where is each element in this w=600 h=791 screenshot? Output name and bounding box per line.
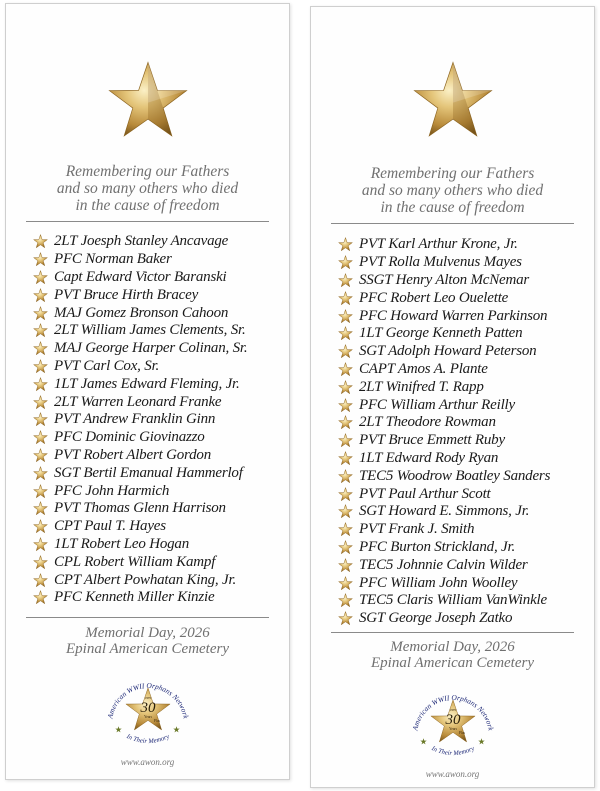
emblem-top-word: over [449, 708, 456, 712]
name-list-item [338, 236, 588, 254]
gold-star-bullet-icon [33, 323, 48, 338]
gold-star-bullet-icon [338, 504, 353, 519]
soldier-name: PVT Andrew Franklin Ginn [54, 411, 216, 428]
emblem-bottom-word: Years [448, 727, 457, 731]
gold-star-bullet-icon [338, 380, 353, 395]
gold-star-bullet-icon [33, 590, 48, 605]
soldier-name: MAJ George Harper Colinan, Sr. [54, 340, 248, 357]
emblem-top-word: over [144, 696, 151, 700]
soldier-name: 1LT Edward Rody Ryan [359, 449, 499, 466]
name-list-item [338, 289, 588, 307]
footer-cemetery: Epinal American Cemetery [370, 655, 534, 671]
gold-star-bullet-icon [33, 484, 48, 499]
soldier-name: PFC John Harmich [54, 482, 170, 499]
name-list-item [338, 432, 588, 450]
name-list-item [338, 396, 588, 414]
emblem-corner-word: Plus [153, 719, 160, 723]
memorial-card-left [5, 3, 290, 780]
footer-cemetery: Epinal American Cemetery [65, 641, 229, 657]
gold-star-bullet-icon [338, 487, 353, 502]
heading-line-3: in the cause of freedom [75, 197, 220, 214]
heading-line-2: and so many others who died [56, 180, 239, 197]
gold-star-bullet-icon [33, 537, 48, 552]
soldier-name: PVT Bruce Hirth Bracey [54, 286, 199, 303]
gold-star-bullet-icon [338, 398, 353, 413]
memorial-footer [6, 625, 289, 657]
soldier-name: SGT George Joseph Zatko [359, 610, 513, 627]
name-list-item [33, 340, 283, 358]
heading-line-1: Remembering our Fathers [370, 165, 535, 182]
awon-emblem-logo [403, 680, 503, 764]
website-url: www.awon.org [425, 769, 480, 779]
footer-date: Memorial Day, 2026 [390, 639, 515, 655]
soldier-name: PVT Karl Arthur Krone, Jr. [359, 236, 518, 253]
name-list-item [338, 521, 588, 539]
name-list-item [338, 503, 588, 521]
gold-star-bullet-icon [33, 501, 48, 516]
remembrance-heading [6, 163, 289, 214]
name-list-item [33, 304, 283, 322]
soldier-name: SSGT Henry Alton McNemar [359, 271, 530, 288]
soldier-name: MAJ Gomez Bronson Cahoon [54, 304, 229, 321]
soldier-name: PVT Thomas Glenn Harrison [54, 500, 226, 517]
gold-star-bullet-icon [338, 362, 353, 377]
gold-star-bullet-icon [33, 412, 48, 427]
gold-star-bullet-icon [33, 430, 48, 445]
name-list-item [33, 286, 283, 304]
bottom-divider [26, 617, 269, 618]
name-list-item [33, 393, 283, 411]
heading-line-2: and so many others who died [361, 182, 544, 199]
name-list-item [33, 482, 283, 500]
gold-star-bullet-icon [33, 466, 48, 481]
name-list-item [338, 378, 588, 396]
soldier-name: SGT Bertil Emanual Hammerlof [54, 464, 243, 481]
gold-star-bullet-icon [33, 341, 48, 356]
gold-star-bullet-icon [338, 344, 353, 359]
names-list [338, 236, 588, 628]
gold-star-bullet-icon [338, 433, 353, 448]
awon-emblem-logo [98, 668, 198, 752]
gold-star-bullet-icon [338, 576, 353, 591]
heading-line-3: in the cause of freedom [380, 199, 525, 216]
website-url: www.awon.org [120, 757, 175, 767]
soldier-name: 2LT William James Clements, Sr. [54, 322, 246, 339]
name-list-item [338, 325, 588, 343]
soldier-name: PFC Howard Warren Parkinson [359, 307, 548, 324]
soldier-name: PFC William John Woolley [359, 574, 518, 591]
soldier-name: PVT Bruce Emmett Ruby [359, 432, 505, 449]
name-list-item [338, 361, 588, 379]
heading-line-1: Remembering our Fathers [65, 163, 230, 180]
gold-star-bullet-icon [338, 611, 353, 626]
name-list-item [33, 518, 283, 536]
gold-star-bullet-icon [338, 451, 353, 466]
gold-star-bullet-icon [338, 255, 353, 270]
name-list-item [338, 485, 588, 503]
gold-star-bullet-icon [338, 540, 353, 555]
soldier-name: 1LT Robert Leo Hogan [54, 535, 190, 552]
soldier-name: CPT Albert Powhatan King, Jr. [54, 571, 237, 588]
name-list-item [33, 429, 283, 447]
gold-star-bullet-icon [33, 519, 48, 534]
gold-star-bullet-icon [33, 306, 48, 321]
gold-star-bullet-icon [33, 270, 48, 285]
emblem-number: 30 [140, 700, 155, 716]
soldier-name: 2LT Warren Leonard Franke [54, 393, 222, 410]
soldier-name: TEC5 Johnnie Calvin Wilder [359, 556, 528, 573]
name-list-item [33, 464, 283, 482]
name-list-item [33, 447, 283, 465]
soldier-name: SGT Howard E. Simmons, Jr. [359, 503, 530, 520]
name-list-item [33, 553, 283, 571]
soldier-name: Capt Edward Victor Baranski [54, 268, 227, 285]
soldier-name: PVT Carl Cox, Sr. [54, 357, 160, 374]
gold-star-icon [106, 59, 190, 143]
soldier-name: PFC Robert Leo Ouelette [359, 289, 509, 306]
name-list-item [33, 322, 283, 340]
gold-star-bullet-icon [33, 359, 48, 374]
name-list-item [33, 536, 283, 554]
emblem-corner-word: Plus [458, 731, 465, 735]
name-list-item [338, 592, 588, 610]
name-list-item [33, 251, 283, 269]
name-list-item [338, 414, 588, 432]
emblem-number: 30 [445, 712, 460, 728]
gold-star-bullet-icon [338, 291, 353, 306]
name-list-item [338, 307, 588, 325]
names-list [33, 233, 283, 607]
soldier-name: PVT Robert Albert Gordon [54, 446, 212, 463]
soldier-name: 2LT Winifred T. Rapp [359, 378, 484, 395]
soldier-name: PVT Frank J. Smith [359, 521, 475, 538]
gold-star-bullet-icon [33, 573, 48, 588]
gold-star-bullet-icon [338, 273, 353, 288]
gold-star-bullet-icon [33, 252, 48, 267]
soldier-name: PVT Paul Arthur Scott [359, 485, 491, 502]
name-list-item [33, 233, 283, 251]
memorial-footer [311, 639, 594, 671]
soldier-name: 2LT Theodore Rowman [359, 414, 496, 431]
gold-star-bullet-icon [33, 234, 48, 249]
soldier-name: PFC Dominic Giovinazzo [54, 429, 205, 446]
gold-star-bullet-icon [33, 395, 48, 410]
name-list-item [338, 272, 588, 290]
name-list-item [338, 343, 588, 361]
gold-star-bullet-icon [338, 415, 353, 430]
soldier-name: PVT Rolla Mulvenus Mayes [359, 254, 522, 271]
gold-star-bullet-icon [33, 448, 48, 463]
name-list-item [33, 571, 283, 589]
name-list-item [33, 358, 283, 376]
name-list-item [338, 467, 588, 485]
soldier-name: CPL Robert William Kampf [54, 553, 216, 570]
soldier-name: PFC Norman Baker [54, 251, 172, 268]
gold-star-bullet-icon [338, 309, 353, 324]
gold-star-bullet-icon [338, 326, 353, 341]
gold-star-bullet-icon [33, 377, 48, 392]
emblem-motto-text: In Their Memory [429, 745, 476, 758]
name-list-item [338, 556, 588, 574]
gold-star-bullet-icon [338, 593, 353, 608]
name-list-item [33, 269, 283, 287]
top-divider [26, 221, 269, 222]
gold-star-bullet-icon [338, 237, 353, 252]
bottom-divider [331, 632, 574, 633]
remembrance-heading [311, 165, 594, 216]
memorial-card-right [310, 6, 595, 788]
emblem-motto-text: In Their Memory [124, 733, 171, 746]
soldier-name: PFC Burton Strickland, Jr. [359, 538, 516, 555]
gold-star-bullet-icon [33, 288, 48, 303]
soldier-name: CAPT Amos A. Plante [359, 360, 488, 377]
name-list-item [338, 254, 588, 272]
gold-star-bullet-icon [338, 522, 353, 537]
soldier-name: TEC5 Claris William VanWinkle [359, 592, 547, 609]
name-list-item [338, 539, 588, 557]
soldier-name: 1LT George Kenneth Patten [359, 325, 523, 342]
soldier-name: CPT Paul T. Hayes [54, 518, 166, 535]
top-divider [331, 223, 574, 224]
name-list-item [338, 610, 588, 628]
soldier-name: SGT Adolph Howard Peterson [359, 343, 537, 360]
soldier-name: TEC5 Woodrow Boatley Sanders [359, 467, 551, 484]
emblem-org-text: American WWII Orphans Network [409, 692, 496, 732]
emblem-bottom-word: Years [143, 715, 152, 719]
name-list-item [338, 450, 588, 468]
soldier-name: PFC Kenneth Miller Kinzie [54, 589, 215, 606]
footer-date: Memorial Day, 2026 [85, 625, 210, 641]
name-list-item [33, 375, 283, 393]
soldier-name: 2LT Joesph Stanley Ancavage [54, 233, 229, 250]
name-list-item [33, 500, 283, 518]
name-list-item [33, 411, 283, 429]
soldier-name: 1LT James Edward Fleming, Jr. [54, 375, 240, 392]
gold-star-bullet-icon [338, 558, 353, 573]
name-list-item [338, 574, 588, 592]
gold-star-bullet-icon [338, 469, 353, 484]
soldier-name: PFC William Arthur Reilly [359, 396, 515, 413]
gold-star-icon [411, 59, 495, 143]
gold-star-bullet-icon [33, 555, 48, 570]
emblem-org-text: American WWII Orphans Network [104, 680, 191, 720]
name-list-item [33, 589, 283, 607]
